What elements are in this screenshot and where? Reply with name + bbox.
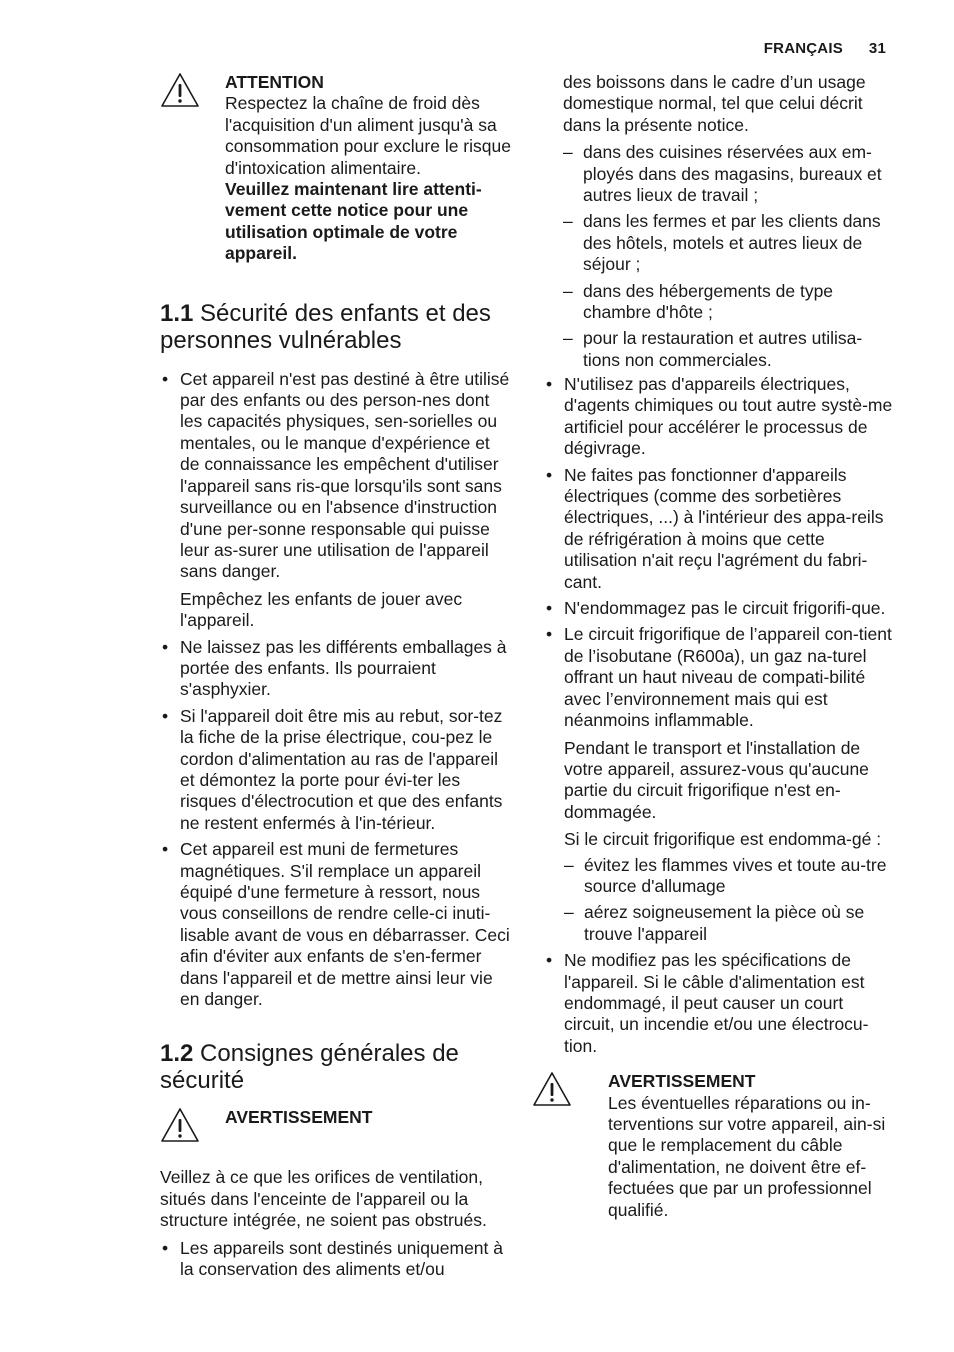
section-title: Consignes générales de sécurité <box>160 1040 459 1095</box>
list-item-text: • Ne laissez pas les différents emballages à portée des enfants. Ils pourraient s'asphyxier. <box>180 636 507 700</box>
dash-item: – pour la restauration et autres utilisa-tions non commerciales. <box>563 328 896 371</box>
section-number: 1.1 <box>160 299 194 327</box>
list-item-extra: Empêchez les enfants de jouer avec l'appareil. <box>180 588 463 631</box>
list-item <box>544 598 896 619</box>
list-item-paragraph: Si le circuit frigorifique est endomma-gé : <box>564 829 882 850</box>
avertissement-block <box>160 1107 514 1167</box>
attention-block <box>160 72 514 265</box>
list-item-text: • Ne modifiez pas les spécifications de l'appareil. Si le câble d'alimentation est endommagé, il peut causer un court circuit, un incendie et/ou une électrocu-tion. <box>564 950 869 1056</box>
warning-triangle-icon <box>160 72 200 108</box>
page-header <box>764 38 886 59</box>
list-item <box>544 624 896 945</box>
section-1-1-heading <box>160 300 514 354</box>
list-item-text: • Si l'appareil doit être mis au rebut, sor-tez la fiche de la prise électrique, cou-pez le cordon d'alimentation au ras de l'appareil et démontez la porte pour évi-ter les risques d'électrocution et que des enfants ne restent enfermés à l'in-térieur. <box>180 705 503 833</box>
dash-item: – aérez soigneusement la pièce où se trouve l'appareil <box>564 902 896 945</box>
list-item <box>544 465 896 593</box>
left-column <box>160 72 514 1285</box>
section-title: Sécurité des enfants et des personnes vulnérables <box>160 299 491 354</box>
attention-text: Respectez la chaîne de froid dès l'acquisition d'un aliment jusqu'à sa consommation pour exclure le risque d'intoxication alimentaire. <box>225 93 511 178</box>
list-item-text: • Ne faites pas fonctionner d'appareils électriques (comme des sorbetières électriques, ...) à l'intérieur des appa-reils de réfrigération à moins que cette utilisation n'ait reçu l'agrément du fabri-cant. <box>564 464 884 592</box>
avertissement-repairs-block <box>544 1071 896 1221</box>
right-column <box>563 72 896 376</box>
list-item-text: • Les appareils sont destinés uniquement à la conservation des aliments et/ou <box>180 1237 503 1280</box>
attention-title: ATTENTION <box>225 72 324 92</box>
avertissement-title: AVERTISSEMENT <box>608 1071 756 1092</box>
children-safety-list <box>160 369 514 1011</box>
list-item-text: • N'utilisez pas d'appareils électriques, d'agents chimiques ou tout autre systè-me artificiel pour accélérer le processus de dégivrage. <box>564 374 893 459</box>
avertissement-text: Les éventuelles réparations ou in-terventions sur votre appareil, ain-si que le remplacement du câble d'alimentation, ne doivent être ef-fectuées que par un professionnel qualifié. <box>608 1092 886 1220</box>
avertissement-title: AVERTISSEMENT <box>225 1107 373 1128</box>
dash-item: – dans des hébergements de type chambre d'hôte ; <box>563 281 896 324</box>
refrigerant-dash-list <box>564 855 896 946</box>
usage-dash-list <box>563 142 896 371</box>
warning-triangle-icon <box>160 1107 200 1143</box>
page-number: 31 <box>868 40 886 57</box>
dash-item: – évitez les flammes vives et toute au-tre source d'allumage <box>564 855 896 898</box>
list-item <box>160 369 514 632</box>
language-label: FRANÇAIS <box>763 40 843 57</box>
right-bullet-list <box>544 374 896 1057</box>
list-item-text: • Cet appareil est muni de fermetures magnétiques. S'il remplace un appareil équipé d'une fermeture à ressort, nous vous conseillons de rendre celle-ci inuti-lisable avant de vous en débarrasser. Ceci afin d'éviter aux enfants de s'en-fermer dans l'appareil et de mettre ainsi leur vie en danger. <box>180 839 510 1010</box>
section-number: 1.2 <box>160 1040 194 1068</box>
list-item-text: • Le circuit frigorifique de l’appareil con-tient de l’isobutane (R600a), un gaz na-turel offrant un haut niveau de compati-bilité avec l’environnement mais qui est néanmoins inflammable. <box>564 624 892 731</box>
list-item <box>544 374 896 460</box>
warning-triangle-icon <box>532 1071 572 1107</box>
list-item <box>160 839 514 1010</box>
right-column-bullets <box>544 374 896 1221</box>
list-item <box>160 637 514 701</box>
section-1-2-heading <box>160 1040 514 1094</box>
general-safety-list <box>160 1238 514 1281</box>
dash-item: – dans des cuisines réservées aux em-ployés dans des magasins, bureaux et autres lieux de travail ; <box>563 142 896 206</box>
dash-item: – dans les fermes et par les clients dans des hôtels, motels et autres lieux de séjour ; <box>563 211 896 275</box>
attention-bold-text: Veuillez maintenant lire attenti-vement cette notice pour une utilisation optimale de votre appareil. <box>225 179 482 264</box>
continuation-text: des boissons dans le cadre d’un usage domestique normal, tel que celui décrit dans la présente notice. <box>563 72 866 135</box>
list-item <box>160 1238 514 1281</box>
list-item <box>544 950 896 1057</box>
ventilation-text: Veillez à ce que les orifices de ventilation, situés dans l'enceinte de l'appareil ou la structure intégrée, ne soient pas obstrués. <box>160 1167 487 1231</box>
list-item-paragraph: Pendant le transport et l'installation de votre appareil, assurez-vous qu'aucune partie du circuit frigorifique n'est en-dommagée. <box>564 737 869 822</box>
list-item-text: • N'endommagez pas le circuit frigorifi-que. <box>564 598 886 619</box>
list-item-text: • Cet appareil n'est pas destiné à être utilisé par des enfants ou des person-nes dont les capacités physiques, sen-sorielles ou mentales, ou le manque d'expérience et de connaissance les empêchent d'utiliser l'appareil sans ris-que lorsqu'ils sont sans surveillance ou en l'absence d'instruction d'une per-sonne responsable qui puisse leur as-surer une utilisation de l'appareil sans danger. <box>180 368 510 582</box>
list-item <box>160 706 514 834</box>
